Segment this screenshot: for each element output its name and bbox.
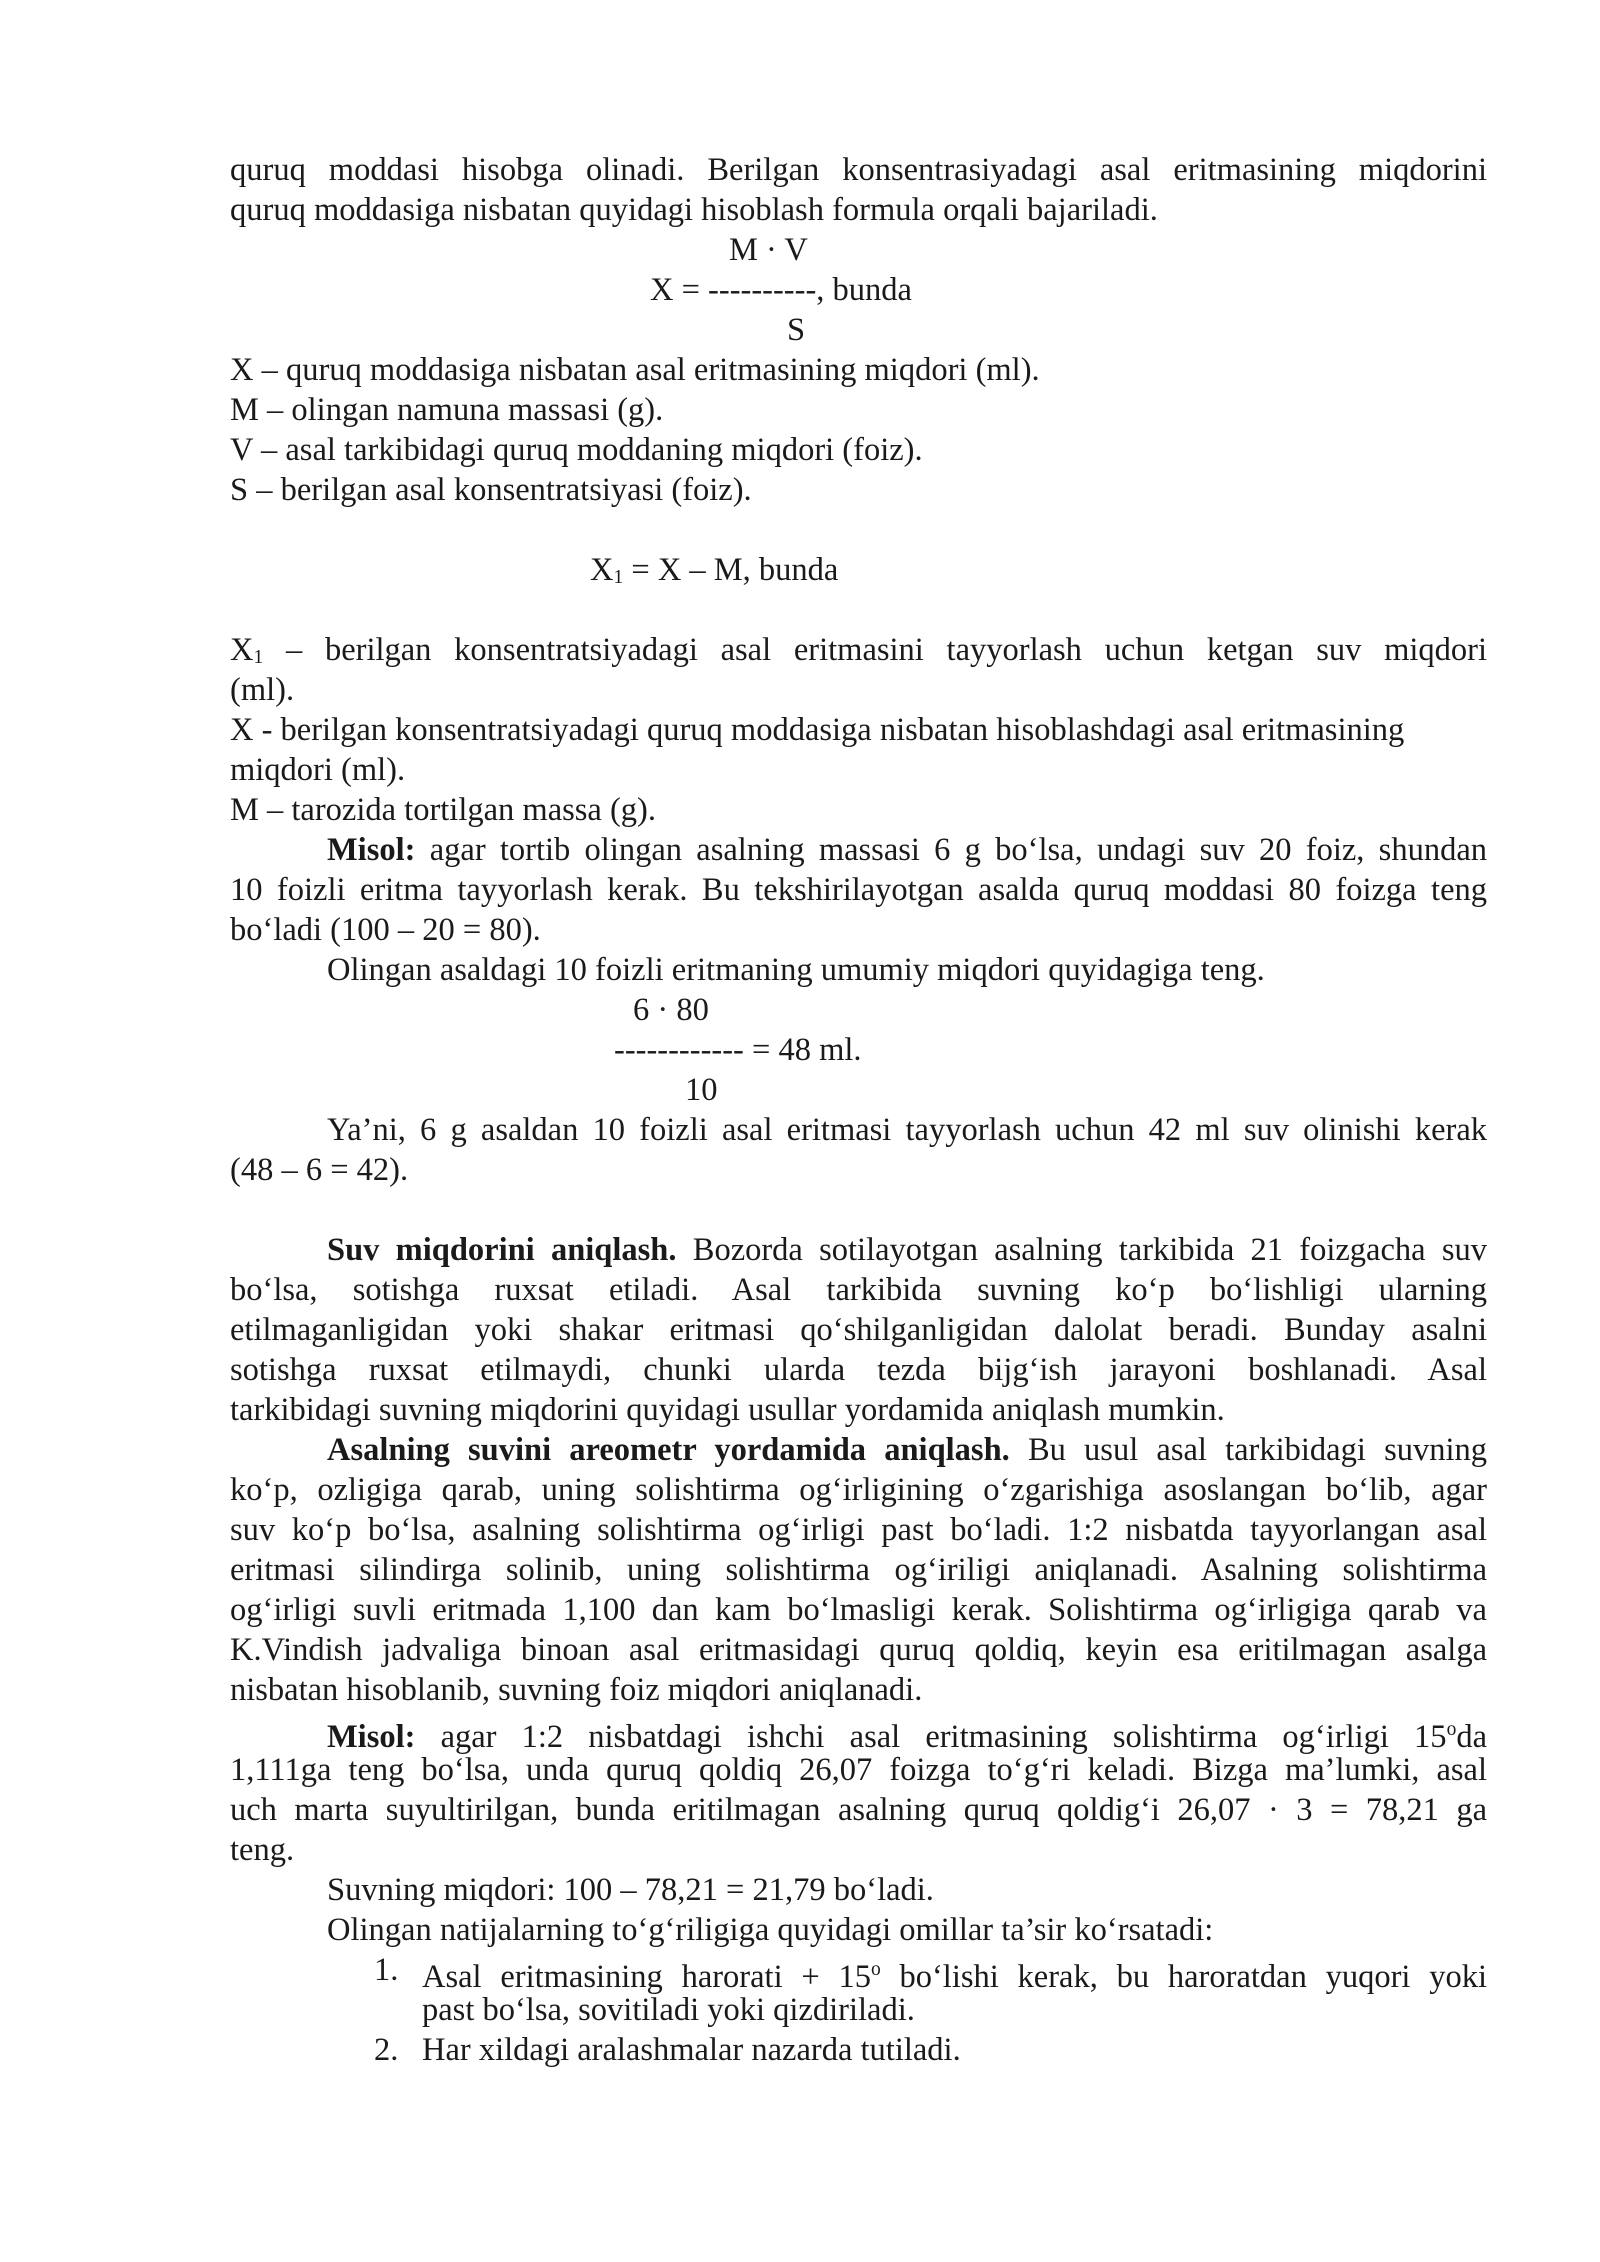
paragraph-line: quruq moddasi hisobga olinadi. Berilgan konsentrasiyadagi asal eritmasining miqdorini — [230, 152, 1487, 188]
section-paragraph-line: nisbatan hisoblanib, suvning foiz miqdori aniqlanadi. — [230, 1672, 923, 1708]
example-line: 1,111ga teng bo‘lsa, unda quruq qoldiq 26,07 foizga to‘g‘ri keladi. Bizga ma’lumki, asal — [230, 1752, 1487, 1788]
formula-numerator: 6 · 80 — [633, 992, 709, 1028]
example-line: Suvning miqdori: 100 – 78,21 = 21,79 bo‘ladi. — [327, 1872, 934, 1908]
section-paragraph-line: sotishga ruxsat etilmaydi, chunki ularda tezda bijg‘ish jarayoni boshlanadi. Asal — [230, 1352, 1487, 1388]
formula-numerator: M · V — [729, 232, 808, 268]
definition-line: M – tarozida tortilgan massa (g). — [230, 792, 656, 828]
paragraph-line: quruq moddasiga nisbatan quyidagi hisoblash formula orqali bajariladi. — [230, 192, 1158, 228]
formula-denominator: S — [787, 312, 806, 348]
definition-line: X - berilgan konsentratsiyadagi quruq moddasiga nisbatan hisoblashdagi asal eritmasining — [230, 712, 1405, 748]
definition-line: M – olingan namuna massasi (g). — [230, 392, 664, 428]
section-paragraph-line: K.Vindish jadvaliga binoan asal eritmasidagi quruq qoldiq, keyin esa eritilmagan asalga — [230, 1632, 1487, 1668]
definition-line: miqdori (ml). — [230, 752, 406, 788]
definition-line: V – asal tarkibidagi quruq moddaning miqdori (foiz). — [230, 432, 923, 468]
list-number: 2. — [374, 2032, 399, 2068]
definition-line: (ml). — [230, 672, 295, 708]
example-line: 10 foizli eritma tayyorlash kerak. Bu tekshirilayotgan asalda quruq moddasi 80 foizga teng — [230, 872, 1487, 908]
formula-denominator: 10 — [685, 1072, 718, 1108]
section-heading: Suv miqdorini aniqlash. — [327, 1232, 677, 1268]
example-line: bo‘ladi (100 – 20 = 80). — [230, 912, 541, 948]
list-number: 1. — [374, 1952, 399, 1988]
section-paragraph-line: Suv miqdorini aniqlash. Bozorda sotilayotgan asalning tarkibida 21 foizgacha suv — [327, 1232, 1487, 1268]
result-line: Ya’ni, 6 g asaldan 10 foizli asal eritmasi tayyorlash uchun 42 ml suv olinishi kerak — [327, 1112, 1487, 1148]
section-paragraph-line: og‘irligi suvli eritmada 1,100 dan kam bo‘lmasligi kerak. Solishtirma og‘irligiga qarab va — [230, 1592, 1487, 1628]
section-paragraph-line: eritmasi silindirga solinib, uning solishtirma og‘iriligi aniqlanadi. Asalning solishtirma — [230, 1552, 1487, 1588]
example-line: Misol: agar tortib olingan asalning massasi 6 g bo‘lsa, undagi suv 20 foiz, shundan — [327, 832, 1487, 868]
example-label: Misol: — [327, 1719, 416, 1755]
section-paragraph-line: ko‘p, ozligiga qarab, uning solishtirma og‘irligining o‘zgarishiga asoslangan bo‘lib, agar — [230, 1472, 1487, 1508]
list-item: Har xildagi aralashmalar nazarda tutiladi. — [422, 2032, 961, 2068]
section-heading: Asalning suvini areometr yordamida aniqlash. — [327, 1432, 1010, 1468]
list-item: past bo‘lsa, sovitiladi yoki qizdiriladi. — [422, 1992, 915, 2028]
result-line: (48 – 6 = 42). — [230, 1152, 409, 1188]
example-line: Olingan asaldagi 10 foizli eritmaning umumiy miqdori quyidagiga teng. — [327, 952, 1265, 988]
example-line: uch marta suyultirilgan, bunda eritilmagan asalning quruq qoldig‘i 26,07 · 3 = 78,21 ga — [230, 1792, 1487, 1828]
definition-line: $X_1$ – berilgan konsentratsiyadagi asal eritmasini tayyorlash uchun ketgan suv miqdori — [230, 632, 1487, 668]
definition-line: X – quruq moddasiga nisbatan asal eritmasining miqdori (ml). — [230, 352, 1040, 388]
section-paragraph-line: Asalning suvini areometr yordamida aniqlash. Bu usul asal tarkibidagi suvning — [327, 1432, 1487, 1468]
section-paragraph-line: etilmaganligidan yoki shakar eritmasi qo‘shilganligidan dalolat beradi. Bunday asalni — [230, 1312, 1487, 1348]
section-paragraph-line: tarkibidagi suvning miqdorini quyidagi usullar yordamida aniqlash mumkin. — [230, 1392, 1225, 1428]
example-line: Olingan natijalarning to‘g‘riligiga quyidagi omillar ta’sir ko‘rsatadi: — [327, 1912, 1214, 1948]
example-line: Misol: agar 1:2 nisbatdagi ishchi asal eritmasining solishtirma og‘irligi 15$^o$da — [327, 1719, 1487, 1755]
formula-line: ------------ = 48 ml. — [614, 1032, 862, 1068]
list-item: Asal eritmasining harorati + $15^o$ bo‘lishi kerak, bu haroratdan yuqori yoki — [422, 1959, 1487, 1995]
formula-line: X = ----------, bunda — [650, 272, 912, 308]
example-label: Misol: — [327, 832, 416, 868]
definition-line: S – berilgan asal konsentratsiyasi (foiz). — [230, 472, 752, 508]
example-line: teng. — [230, 1832, 295, 1868]
formula-line: $X_1 = X - M$, bunda — [590, 552, 839, 588]
section-paragraph-line: suv ko‘p bo‘lsa, asalning solishtirma og‘irligi past bo‘ladi. 1:2 nisbatda tayyorlangan asal — [230, 1512, 1487, 1548]
section-paragraph-line: bo‘lsa, sotishga ruxsat etiladi. Asal tarkibida suvning ko‘p bo‘lishligi ularning — [230, 1272, 1487, 1308]
